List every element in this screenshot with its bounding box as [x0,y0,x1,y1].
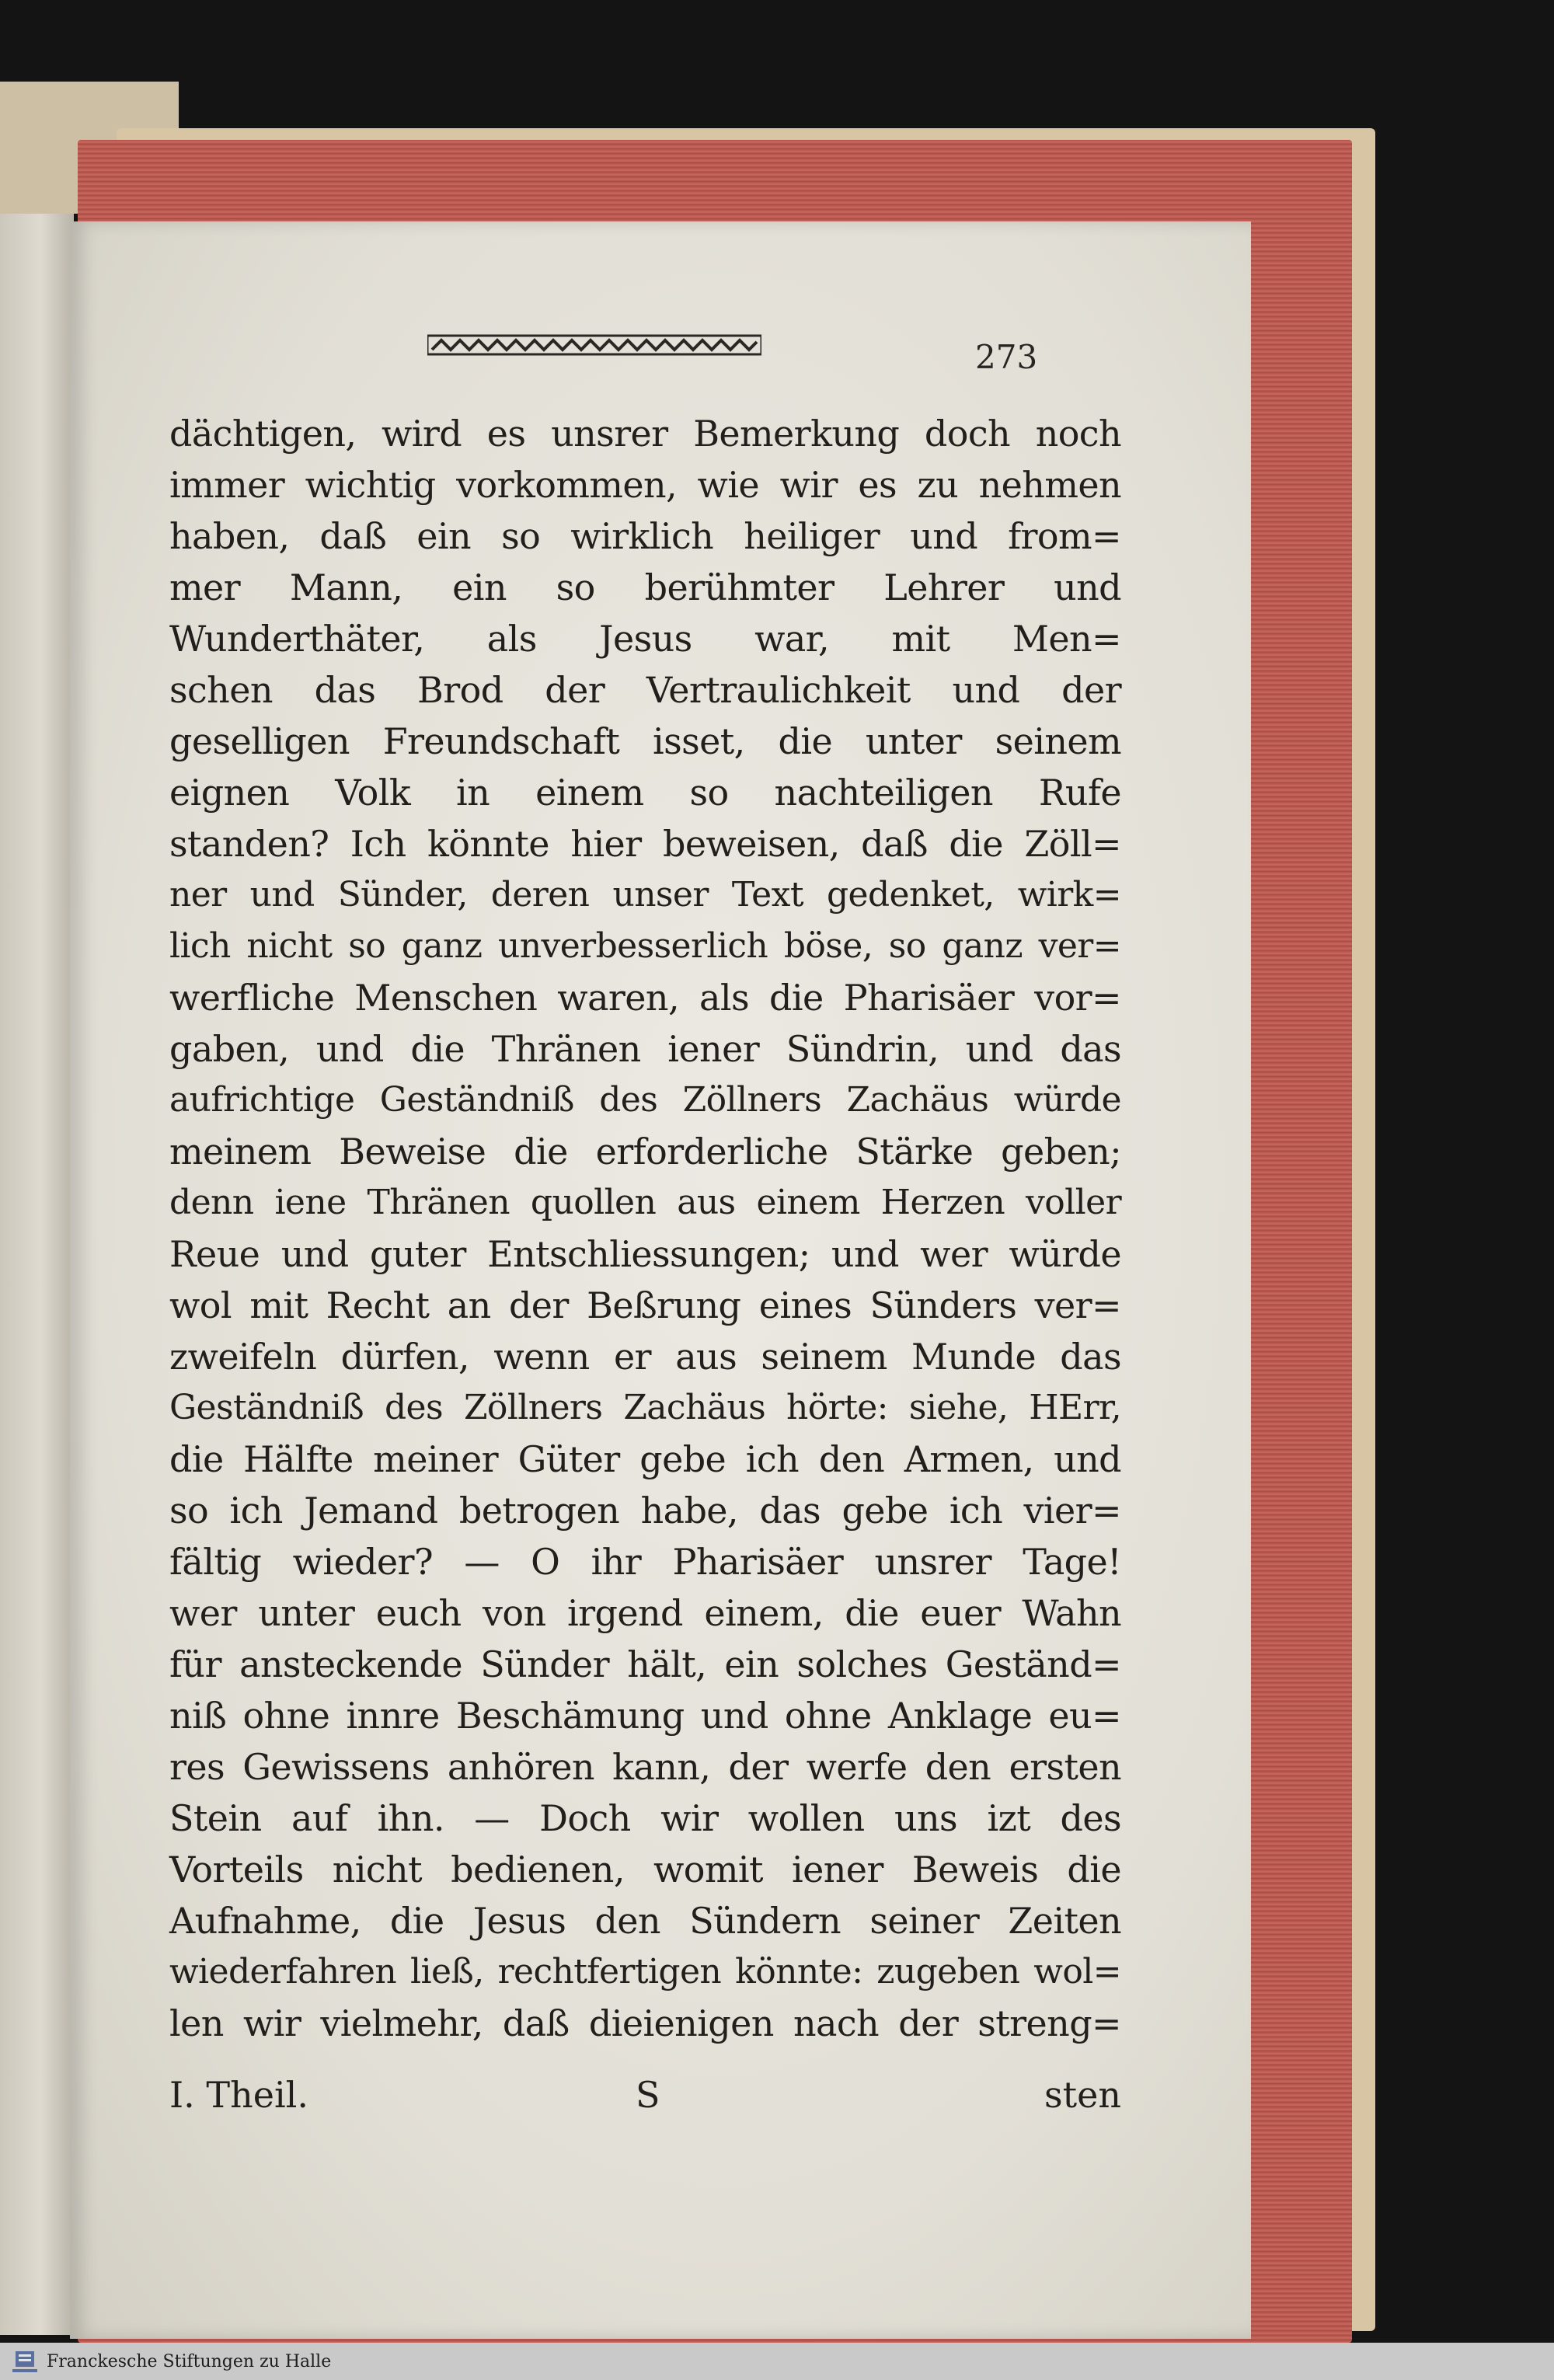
text-line: die Hälfte meiner Güter gebe ich den Armen, und [169,1438,1121,1480]
institution-logo-icon [11,2348,39,2375]
text-line: wol mit Recht an der Beßrung eines Sünders ver= [169,1284,1121,1326]
text-line: niß ohne innre Beschämung und ohne Anklage eu= [169,1695,1121,1737]
page-number: 273 [975,338,1038,376]
text-line: so ich Jemand betrogen habe, das gebe ich vier= [169,1490,1121,1531]
text-line: zweifeln dürfen, wenn er aus seinem Munde das [169,1336,1121,1378]
text-line: wer unter euch von irgend einem, die euer Wahn [169,1592,1121,1634]
text-line: gaben, und die Thränen iener Sündrin, und das [169,1028,1121,1070]
page-footer [169,2068,1121,2122]
text-line: werfliche Menschen waren, als die Pharisäer vor= [169,977,1121,1019]
part-label: I. Theil. [169,2074,308,2116]
text-line: für ansteckende Sünder hält, ein solches Geständ= [169,1643,1121,1685]
text-line: Vorteils nicht bedienen, womit iener Beweis die [169,1849,1121,1890]
text-line: Aufnahme, die Jesus den Sündern seiner Zeiten [169,1900,1121,1942]
text-line: res Gewissens anhören kann, der werfe den ersten [169,1746,1121,1788]
text-line: fältig wieder? — O ihr Pharisäer unsrer Tage! [169,1541,1121,1583]
text-line: lich nicht so ganz unverbesserlich böse, so ganz ver= [169,926,1121,966]
text-line: denn iene Thränen quollen aus einem Herzen voller [169,1183,1121,1222]
status-bar [0,2343,1554,2380]
text-line: wiederfahren ließ, rechtfertigen könnte: zugeben wol= [169,1952,1121,1991]
text-line: immer wichtig vorkommen, wie wir es zu nehmen [169,464,1121,506]
text-line: geselligen Freundschaft isset, die unter seinem [169,720,1121,762]
institution-name: Franckesche Stiftungen zu Halle [47,2352,332,2371]
text-line: eignen Volk in einem so nachteiligen Rufe [169,772,1121,814]
text-line: standen? Ich könnte hier beweisen, daß die Zöll= [169,823,1121,865]
text-line: len wir vielmehr, daß dieienigen nach der streng= [169,2002,1121,2044]
text-line: haben, daß ein so wirklich heiliger und from= [169,515,1121,557]
text-line: aufrichtige Geständniß des Zöllners Zachäus würde [169,1080,1121,1120]
text-line: Wunderthäter, als Jesus war, mit Men= [169,618,1121,660]
signature-mark: S [636,2074,660,2116]
catchword: sten [1044,2074,1121,2116]
text-line: ner und Sünder, deren unser Text gedenket, wirk= [169,875,1121,915]
text-line: Stein auf ihn. — Doch wir wollen uns izt des [169,1797,1121,1839]
text-line: schen das Brod der Vertraulichkeit und der [169,669,1121,711]
header-ornament-icon [427,334,761,356]
body-text [169,408,1121,2049]
text-line: meinem Beweise die erforderliche Stärke geben; [169,1131,1121,1173]
text-line: mer Mann, ein so berühmter Lehrer und [169,566,1121,608]
book-page [70,221,1251,2339]
text-line: Reue und guter Entschliessungen; und wer würde [169,1233,1121,1275]
text-line: Geständniß des Zöllners Zachäus hörte: siehe, HErr, [169,1388,1121,1427]
text-line: dächtigen, wird es unsrer Bemerkung doch noch [169,413,1121,455]
left-page-edge [0,214,74,2335]
